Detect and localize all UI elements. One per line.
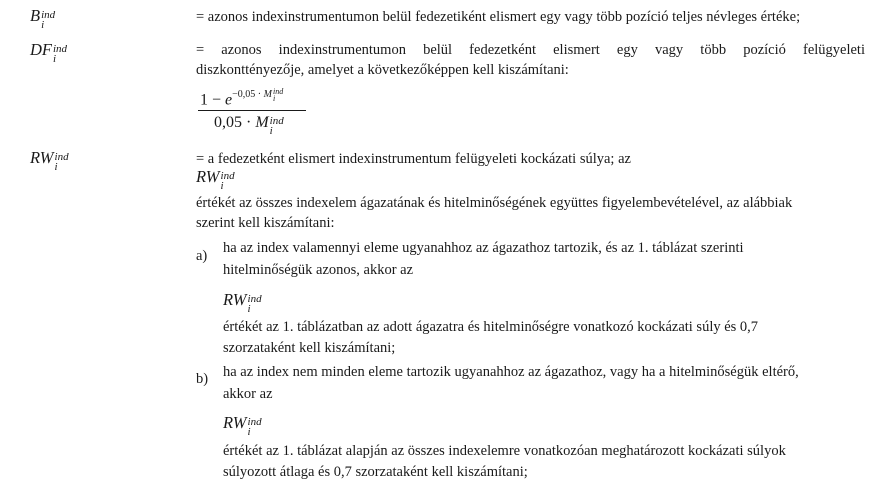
- item-b-line3: értékét az 1. táblázat alapján az összes indexelemre vonatkozóan meghatározott kockázati súlyok: [223, 443, 786, 459]
- formula-numerator: $1 - e^{-0,05 \cdot M ind i}$: [200, 87, 284, 109]
- definition-df-line2: diszkonttényezője, amelyet a következőképpen kell kiszámítani:: [196, 62, 569, 78]
- definition-df-line1: = azonos indexinstrumentumon belül fedezetként elismert egy vagy több pozíció felügyeleti: [196, 42, 865, 58]
- term-df: DF ind i: [30, 40, 68, 66]
- item-a-term-rw: RW ind i: [223, 290, 262, 316]
- term-rw-inline: RW ind i: [196, 167, 235, 193]
- item-a-line4: szorzataként kell kiszámítani;: [223, 340, 396, 356]
- item-a-line2: hitelminőségük azonos, akkor az: [223, 262, 414, 278]
- item-a-label: a): [196, 248, 208, 264]
- definition-rw-line2: értékét az összes indexelem ágazatának és hitelminőségének együttes figyelembevételével, az alábbiak: [196, 195, 793, 211]
- item-b-line4: súlyozott átlaga és 0,7 szorzataként kell kiszámítani;: [223, 464, 528, 480]
- fraction-bar: [198, 110, 306, 111]
- definition-b: = azonos indexinstrumentumon belül fedezetiként elismert egy vagy több pozíció teljes névleges értéke;: [196, 9, 801, 25]
- item-a-line3: értékét az 1. táblázatban az adott ágazatra és hitelminőségre vonatkozó kockázati súly és 0,7: [223, 319, 759, 335]
- item-b-line1: ha az index nem minden eleme tartozik ugyanahhoz az ágazathoz, vagy ha a hitelminőségük eltérő,: [223, 364, 799, 380]
- item-a-line1: ha az index valamennyi eleme ugyanahhoz az ágazathoz tartozik, és az 1. táblázat szerinti: [223, 240, 744, 256]
- definition-rw-line3: szerint kell kiszámítani:: [196, 215, 335, 231]
- definition-rw-line1: = a fedezetként elismert indexinstrumentum felügyeleti kockázati súlya; az: [196, 151, 631, 167]
- formula-denominator: 0,05 · M ind i: [214, 114, 284, 138]
- term-b: B ind i: [30, 6, 56, 32]
- item-b-term-rw: RW ind i: [223, 413, 262, 439]
- item-b-label: b): [196, 371, 209, 387]
- term-rw: RW ind i: [30, 148, 69, 174]
- item-b-line2: akkor az: [223, 386, 273, 402]
